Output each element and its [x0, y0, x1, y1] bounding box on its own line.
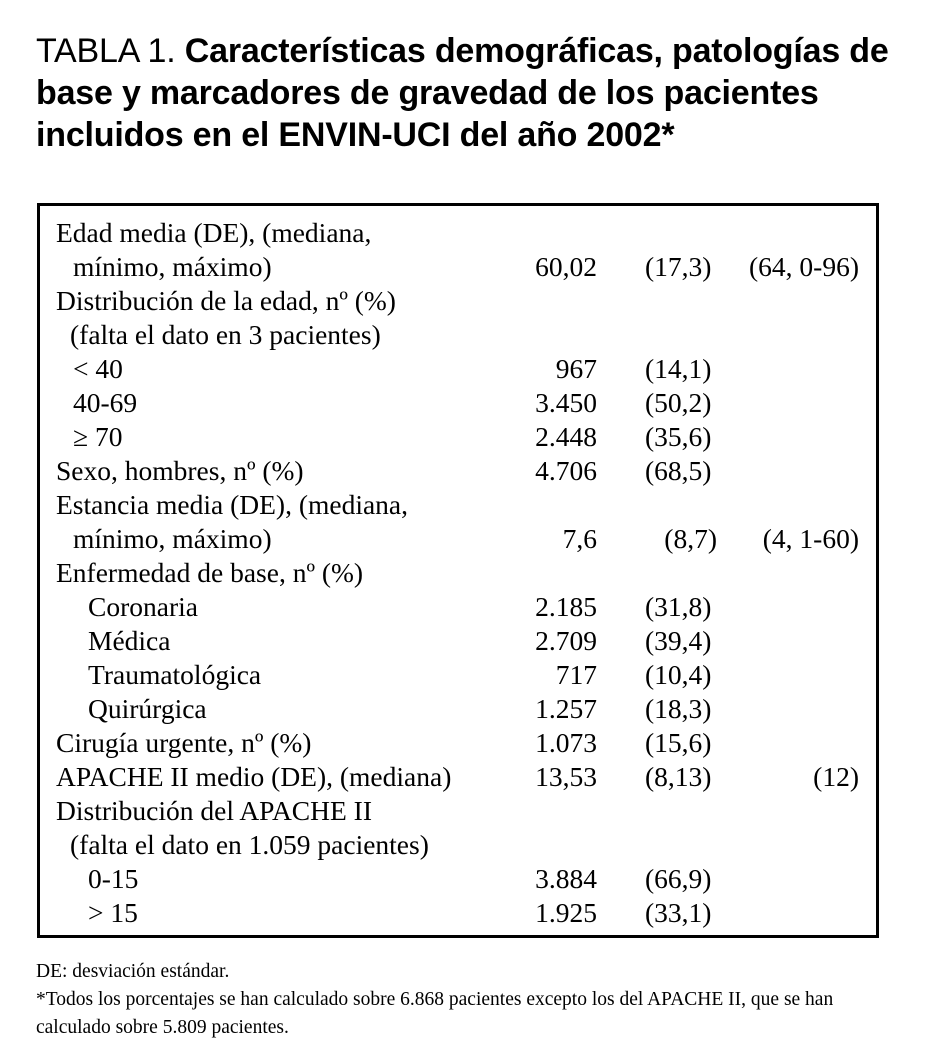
table-row	[40, 624, 876, 658]
row-parenthetical: (17,3)	[645, 251, 712, 282]
table-row	[40, 692, 876, 726]
row-count: 3.884	[535, 863, 597, 894]
row-count: 7,6	[562, 523, 597, 554]
table-footnotes	[36, 958, 896, 1042]
row-median-range: (4, 1-60)	[762, 523, 859, 554]
table-row	[40, 658, 876, 692]
row-count: 967	[555, 353, 597, 384]
row-count: 717	[555, 659, 597, 690]
table-row	[40, 420, 876, 454]
footnote-abbreviation: DE: desviación estándar.	[36, 961, 230, 982]
row-parenthetical: (8,13)	[645, 761, 712, 792]
row-count: 1.073	[535, 727, 597, 758]
row-percentage: (15,6)	[645, 727, 712, 758]
table-row	[40, 318, 876, 352]
row-label: Edad media (DE), (mediana,	[56, 217, 372, 248]
row-parenthetical: (8,7)	[664, 523, 717, 554]
row-label: > 15	[88, 897, 138, 928]
row-label: Distribución del APACHE II	[56, 795, 372, 826]
row-label: Sexo, hombres, nº (%)	[56, 455, 304, 486]
row-count: 3.450	[535, 387, 597, 418]
table-row	[40, 386, 876, 420]
row-count: 2.709	[535, 625, 597, 656]
row-percentage: (14,1)	[645, 353, 712, 384]
table-row	[40, 862, 876, 896]
table-row	[40, 522, 876, 556]
row-label: Distribución de la edad, nº (%)	[56, 285, 396, 316]
table-row	[40, 216, 876, 250]
table-row	[40, 726, 876, 760]
table-row	[40, 760, 876, 794]
row-label: Cirugía urgente, nº (%)	[56, 727, 312, 758]
row-median: (12)	[813, 761, 859, 792]
row-count: 4.706	[535, 455, 597, 486]
row-label: Traumatológica	[88, 659, 262, 690]
row-count: 1.257	[535, 693, 597, 724]
row-median-range: (64, 0-96)	[749, 251, 859, 282]
row-label: 0-15	[88, 863, 139, 894]
row-label: (falta el dato en 3 pacientes)	[70, 319, 381, 350]
row-count: 1.925	[535, 897, 597, 928]
row-count: 2.448	[535, 421, 597, 452]
table-row	[40, 794, 876, 828]
row-label: APACHE II medio (DE), (mediana)	[56, 761, 452, 792]
row-label: Enfermedad de base, nº (%)	[56, 557, 364, 588]
row-percentage: (31,8)	[645, 591, 712, 622]
row-count: 2.185	[535, 591, 597, 622]
row-label: ≥ 70	[73, 421, 123, 452]
table-row	[40, 250, 876, 284]
row-label: Quirúrgica	[88, 693, 207, 724]
table-number: TABLA 1.	[36, 32, 176, 70]
data-table	[37, 203, 879, 938]
table-row	[40, 454, 876, 488]
footnote-note: *Todos los porcentajes se han calculado sobre 6.868 pacientes excepto los del APACHE II, que se han calculado sobre 5.809 pacientes.	[36, 989, 834, 1038]
table-row	[40, 556, 876, 590]
table-row	[40, 590, 876, 624]
row-label: mínimo, máximo)	[73, 251, 272, 282]
row-count: 60,02	[535, 251, 597, 282]
row-percentage: (68,5)	[645, 455, 712, 486]
row-label: mínimo, máximo)	[73, 523, 272, 554]
row-percentage: (33,1)	[645, 897, 712, 928]
row-label: Estancia media (DE), (mediana,	[56, 489, 408, 520]
row-percentage: (50,2)	[645, 387, 712, 418]
row-count: 13,53	[535, 761, 597, 792]
table-row	[40, 828, 876, 862]
row-percentage: (66,9)	[645, 863, 712, 894]
row-label: Coronaria	[88, 591, 198, 622]
row-percentage: (18,3)	[645, 693, 712, 724]
row-percentage: (35,6)	[645, 421, 712, 452]
row-label: 40-69	[73, 387, 138, 418]
table-row	[40, 896, 876, 930]
row-percentage: (10,4)	[645, 659, 712, 690]
table-title	[36, 30, 896, 156]
row-label: < 40	[73, 353, 123, 384]
table-row	[40, 352, 876, 386]
table-row	[40, 488, 876, 522]
row-label: Médica	[88, 625, 171, 656]
table-row	[40, 284, 876, 318]
row-label: (falta el dato en 1.059 pacientes)	[70, 829, 429, 860]
row-percentage: (39,4)	[645, 625, 712, 656]
table-heading: Características demográficas, patologías de base y marcadores de gravedad de los pacientes incluidos en el ENVIN-UCI del año 2002*	[36, 32, 889, 154]
